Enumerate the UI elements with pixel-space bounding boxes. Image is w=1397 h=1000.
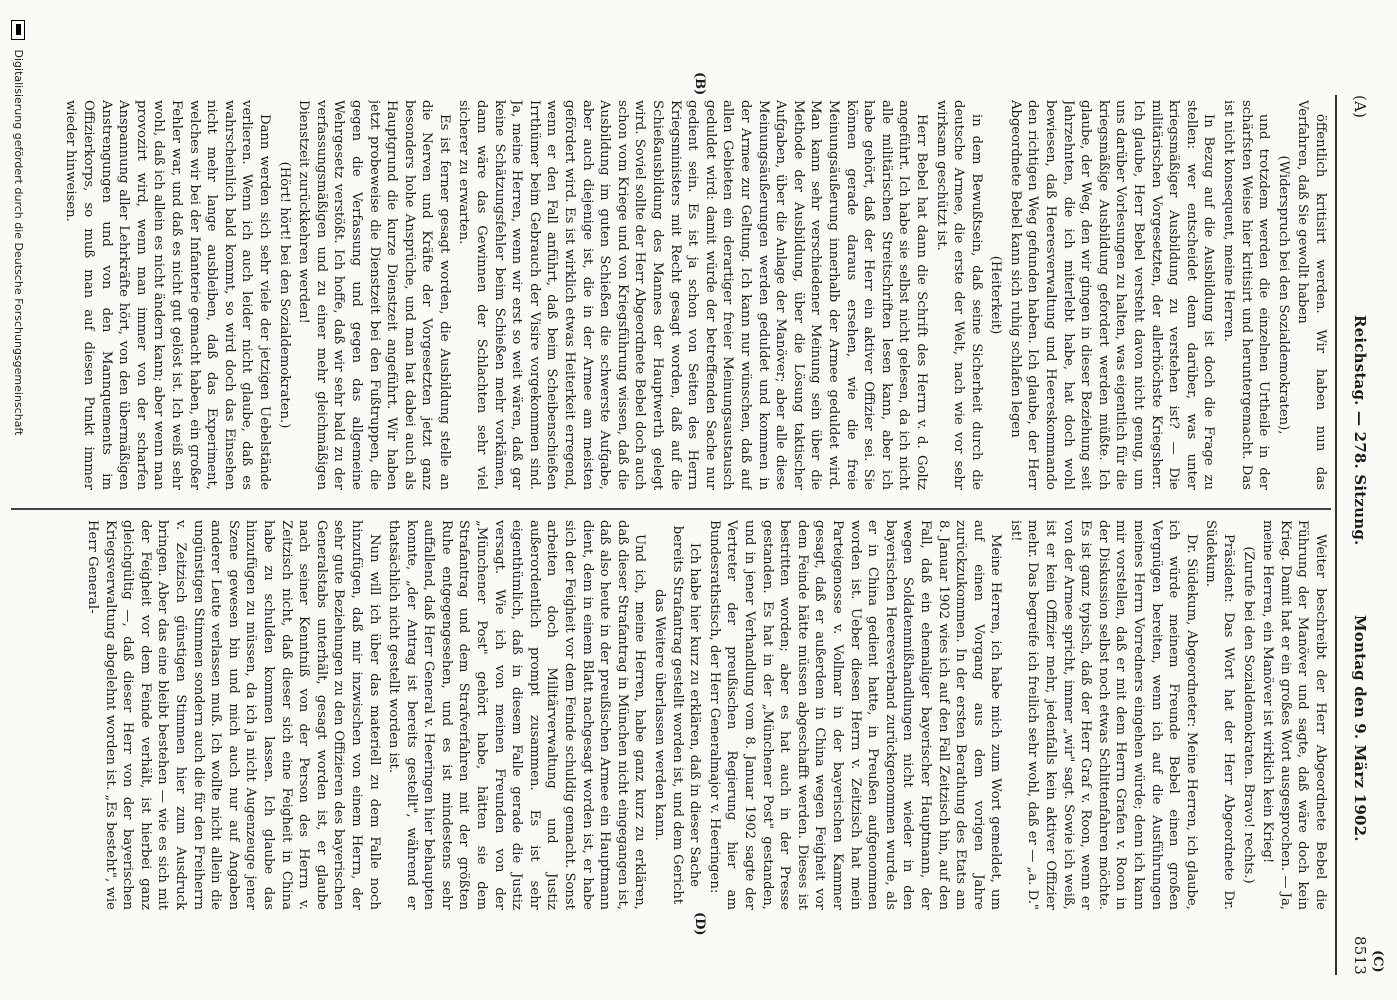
page-header	[1341, 95, 1379, 975]
paragraph: Dann werden sich sehr viele der jetzigen Uebelstände verlieren. Wenn ich auch leider nicht glaube, daß es wahrscheinlich bald kommt, so wird doch das Einsehen nicht mehr lange ausbleiben, daß das Experiment, welches wir bei der Infanterie gemacht haben, ein großer Fehler war, und daß es nicht gut gelöst ist. Ich weiß sehr wohl, daß ich allein es nicht ändern kann; aber wenn man provozirt wird, wenn man immer von der scharfen Anspannung aller Lehrkräfte hört, von den übermäßigen Anstrengungen und von den Mannquements im Offizierkorps, so muß man auf diesen Punkt immer wieder hinweisen.	[63, 100, 272, 490]
paragraph: Präsident: Das Wort hat der Herr Abgeordnete Dr. Südekum.	[1203, 520, 1237, 910]
paragraph: Es ist ferner gesagt worden, die Ausbildung stelle an die Nerven und Kräfte der Vorgesetzten jetzt ganz besonders hohe Ansprüche, und man hat dabei auch als Hauptgrund die kurze Dienstzeit angeführt. Wir haben jetzt probeweise die Dienstzeit bei den Fußtruppen, die gegen die Verfassung und gegen das allgemeine Wehrgesetz verstößt. Ich hoffe, daß wir sehr bald zu der verfassungsmäßigen und zu einer mehr gleichmäßigen Dienstzeit zurückkehren werden!	[296, 100, 452, 490]
interjection: (Heiterkeit)	[988, 255, 1004, 335]
paragraph: Weiter beschreibt der Herr Abgeordnete Bebel die Führung der Manöver und sagte, daß wäre doch kein Krieg. Damit hat er ein großes Wort ausgesprochen. — Ja, meine Herren, ein Manöver ist wirklich kein Krieg!	[1260, 520, 1328, 910]
paragraph: Meine Herren, ich habe mich zum Wort gemeldet, um auf einen Vorgang aus dem vorigen Jahre zurückzukommen. In der ersten Berathung des Etats am 8. Januar 1902 wies ich auf den Fall Zeitzisch hin, auf den Fall, daß ein ehemaliger bayerischer Hauptmann, der wegen Soldatenmißhandlungen nicht wieder in den bayerischen Heeresverband zurückgenommen wurde, als er in China gedient hatte, in Preußen aufgenommen worden ist. Ueber diesen Herrn v. Zeitzisch hat mein Parteigenosse v. Vollmar in der bayerischen Kammer gesagt, daß er außerdem in China wegen Feigheit vor dem Feinde hätte müssen abgeschafft werden. Dieses ist bestritten worden; aber es hat auch in der Presse gestanden. Es hat in der „Münchener Post" gestanden, und in jener Verhandlung vom 8. Januar 1902 sagte der Vertreter der preußischen Regierung hier am Bundesrathstisch, der Herr Generalmajor v. Heeringen:	[706, 520, 1004, 910]
dfg-logo-icon	[11, 20, 25, 40]
margin-marker-b: (B)	[692, 72, 707, 96]
header-title-right: Montag den 9. März 1902.	[1351, 615, 1369, 842]
right-column	[19, 520, 1329, 910]
header-rule	[1335, 95, 1337, 975]
footer-attribution: Digitalisierung gefördert durch die Deutsche Forschungsgemeinschaft	[12, 49, 25, 436]
paragraph: Und ich, meine Herren, habe ganz kurz zu erklären, daß dieser Strafantrag in München nicht eingegangen ist, daß also heute in der preußischen Armee ein Hauptmann dient, dem in einem Blatt nachgesagt worden ist, er habe sich der Feigheit vor dem Feinde schuldig gemacht. Sonst arbeiten doch Militärverwaltung und Justiz außerordentlich prompt zusammen. Es ist sehr eigenthümlich, daß in diesem Falle gerade die Justiz versagt. Wie ich von meinen Freunden von der „Münchener Post" gehört habe, hätten sie dem Strafantrag und dem Strafverfahren mit der größten Ruhe entgegengesehen, und es ist mindestens sehr auffallend, daß Herr General v. Heeringen hier behaupten konnte, „der Antrag ist bereits gestellt", während er thatsächlich nicht gestellt worden ist.	[386, 520, 648, 910]
paragraph: öffentlich kritisirt werden. Wir haben nun das Verfahren, daß Sie gewollt haben	[1295, 100, 1328, 490]
header-title-left: Reichstag. — 278. Sitzung.	[1351, 315, 1369, 546]
quotation: Ich habe hier kurz zu erklären, daß in dieser Sache bereits Strafantrag gestellt worden ist, und dem Gericht das Weitere überlassen werden kann.	[652, 525, 703, 905]
column-divider	[11, 508, 1331, 510]
left-column	[19, 100, 1329, 490]
interjection: (Zurufe bei den Sozialdemokraten. Bravo! rechts.)	[1240, 546, 1256, 884]
paragraph: In Bezug auf die Ausbildung ist doch die Frage zu stellen: wer entscheidet denn darüber, was unter kriegsmäßiger Ausbildung zu verstehen ist? — Die militärischen Vorgesetzten, der allerhöchste Kriegsherr. Ich glaube, Herr Bebel versteht davon nicht genug, um uns darüber Vorlesungen zu halten, was eigentlich für die kriegsmäßige Ausbildung gefordert werden müßte. Ich glaube, der Weg, den wir gingen in dieser Beziehung seit Jahrzehnten, die ich miterlebt habe, hat doch wohl bewiesen, daß Heeresverwaltung und Heereskommando den richtigen Weg gefunden haben. Ich glaube, der Herr Abgeordnete Bebel kann sich ruhig schlafen legen	[1007, 100, 1217, 490]
paragraph: Herr Bebel hat dann die Schrift des Herrn v. d. Goltz angeführt. Ich habe sie selbst nicht gelesen, da ich nicht alle militärischen Streitschriften lesen kann, aber ich habe gehört, daß der Herr ein aktiver Offizier sei. Sie können gerade daraus ersehen, wie die freie Meinungsäußerung innerhalb der Armee geduldet wird. Man kann sehr verschiedener Meinung sein über die Methode der Ausbildung, über die Lösung taktischer Aufgaben, über die Anlage der Manöver; aber alle diese Meinungsäußerungen werden geduldet und kommen in der Armee zur Geltung. Ich kann nur wünschen, daß auf allen Gebieten ein derartiger freier Meinungsaustausch geduldet wird: damit würde der betreffenden Sache nur gedient sein. Es ist ja schon von Seiten des Herrn Kriegsministers mit Recht gesagt worden, daß auf die Schießausbildung des Mannes der Hauptwerth gelegt wird. Soviel sollte der Herr Abgeordnete Bebel doch auch schon vom Kriege und von Kriegsführung wissen, daß die Ausbildung im guten Schießen die schwerste Aufgabe, aber auch diejenige ist, die in der Armee am meisten gefördert wird. Es ist wirklich etwas Heiterkeit erregend, wenn er den Fall anführt, daß beim Scheibenschießen Irrthümer beim Gebrauch der Visire vorgekommen sind. Ja, meine Herren, wenn wir erst so weit wären, daß gar keine Schätzungsfehler beim Schießen mehr vorkämen, dann wäre das Gewinnen der Schlachten sehr viel sicherer zu erwarten.	[456, 100, 929, 490]
paragraph: und trotzdem werden die einzelnen Urtheile in der schärfsten Weise hier kritisirt und heruntergemacht. Das ist nicht konsequent, meine Herren.	[1221, 100, 1272, 490]
header-left: (A)	[1351, 95, 1369, 119]
interjection: (Widerspruch bei den Sozialdemokraten),	[1275, 155, 1291, 435]
page-number: 8513	[1351, 936, 1369, 975]
paragraph: Nun will ich über das materiell zu dem Falle noch hinzufügen, daß mir inzwischen von einem Herrn, der sehr gute Beziehungen zu den Offizieren des bayerischen Generalstabs unterhält, gesagt worden ist, er glaube nach seiner Kenntniß von der Person des Herrn v. Zeitzisch nicht, daß dieser sich eine Feigheit in China habe zu schulden kommen lassen. Ich glaube das hinzufügen zu müssen, da ich ja nicht Augenzeuge jener Szene gewesen bin und mich auch nur auf Angaben anderer Leute verlassen muß. Ich wollte nicht allein die ungünstigen Stimmen sondern auch die für den Freiherrn v. Zeitzisch günstigen Stimmen hier zum Ausdruck bringen. Aber das eine bleibt bestehen — wie es sich mit der Feigheit vor dem Feinde verhält, ist hierbei ganz gleichgültig —, daß dieser Herr von der bayerischen Kriegsverwaltung abgelehnt worden ist. „Es besteht", wie Herr General-	[85, 520, 382, 910]
paragraph: in dem Bewußtsein, daß seine Sicherheit durch die deutsche Armee, die erste der Welt, nach wie vor sehr wirksam geschützt ist.	[933, 100, 984, 490]
digitization-footer	[5, 20, 25, 970]
margin-marker-c: (C)	[1370, 950, 1385, 973]
paragraph: Dr. Südekum, Abgeordneter: Meine Herren, ich glaube, ich würde meinem Freunde Bebel einen großen Vergnügen bereiten, wenn ich auf die Ausführungen meines Herrn Vorredners eingehen würde; denn ich kann mir vorstellen, daß er mit dem Herrn Grafen v. Roon in der Diskussion selbst noch etwas Schlittenfahren möchte. Es ist ganz typisch, daß der Herr Graf v. Roon, wenn er von der Armee spricht, immer „wir" sagt. Sowie ich weiß, ist er kein Offizier mehr, jedenfalls kein aktiver Offizier mehr. Das begreife ich freilich sehr wohl, daß er — „a. D." ist!	[1007, 520, 1199, 910]
margin-marker-d: (D)	[692, 912, 707, 936]
interjection: (Hört! hört! bei den Sozialdemokraten.)	[276, 161, 292, 429]
